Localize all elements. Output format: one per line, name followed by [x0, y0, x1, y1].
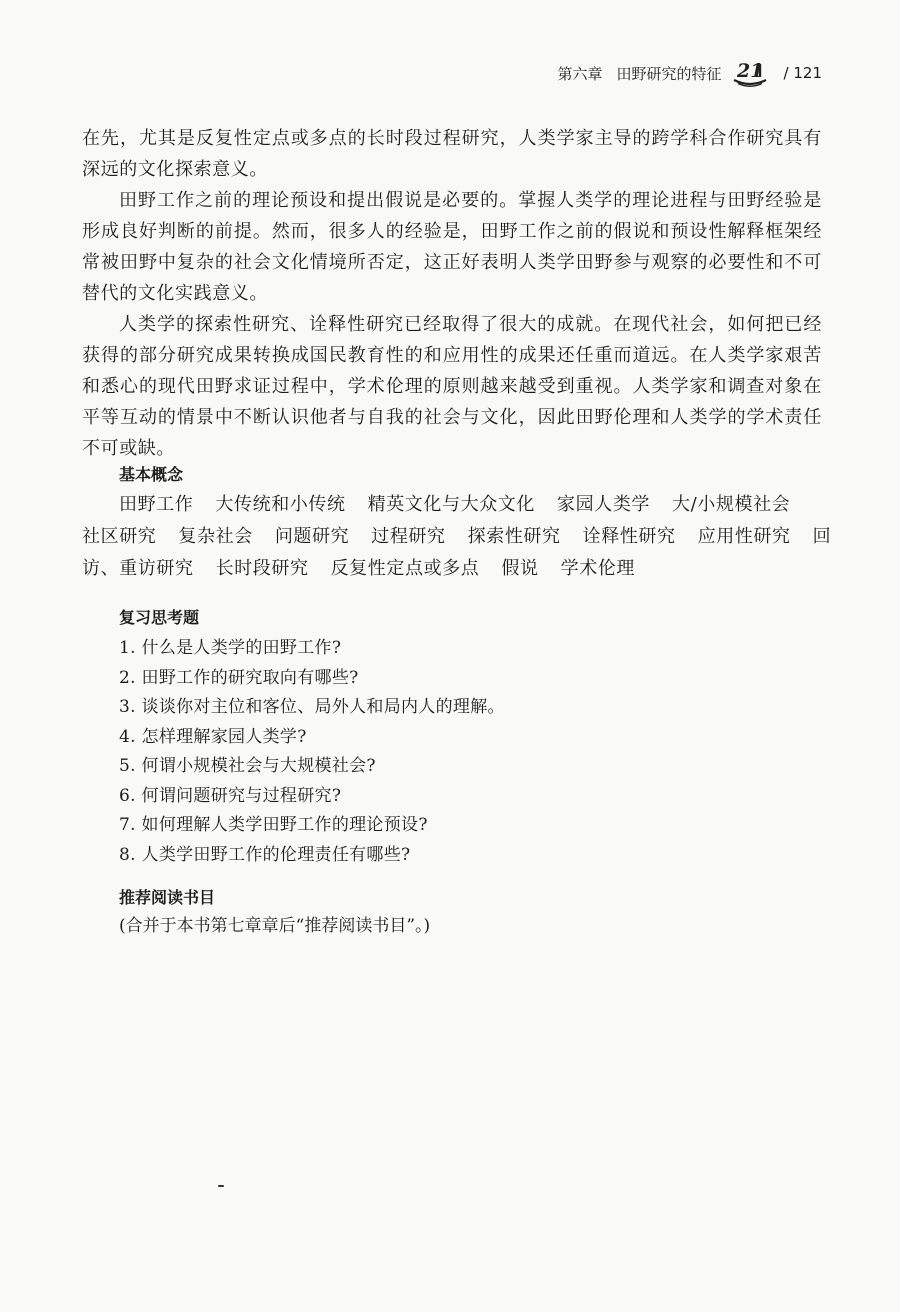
- 21st-century-series-logo-icon: [730, 58, 770, 88]
- concept-term: 田野工作: [119, 494, 194, 515]
- recommended-reading-title: 推荐阅读书目: [119, 888, 216, 907]
- concept-line: [82, 553, 822, 585]
- concept-line: [82, 521, 832, 553]
- question-list: [82, 634, 822, 870]
- concept-term: 反复性定点或多点: [330, 558, 480, 579]
- concept-term: 回: [812, 526, 832, 547]
- concept-term: 访、重访研究: [82, 558, 194, 579]
- concept-term: 假说: [501, 558, 539, 579]
- concept-term: 大传统和小传统: [215, 494, 346, 515]
- scan-speck: [218, 1185, 224, 1187]
- question-item: 6. 何谓问题研究与过程研究?: [119, 785, 342, 806]
- review-questions-title: 复习思考题: [119, 608, 200, 627]
- paragraph: 人类学的探索性研究、诠释性研究已经取得了很大的成就。在现代社会，如何把已经获得的部分研究成果转换成国民教育性的和应用性的成果还任重而道远。在人类学家艰苦和悉心的现代田野求证过程中，学术伦理的原则越来越受到重视。人类学家和调查对象在平等互动的情景中不断认识他者与自我的社会与文化，因此田野伦理和人类学的学术责任不可或缺。: [82, 314, 822, 459]
- header-chapter: 第六章: [557, 64, 603, 83]
- basic-concepts-title: 基本概念: [119, 465, 184, 484]
- concept-term: 学术伦理: [560, 558, 636, 579]
- running-header: [558, 56, 822, 90]
- header-chapter-title: 田野研究的特征: [616, 64, 722, 83]
- concept-term: 社区研究: [82, 526, 157, 547]
- concept-term: 问题研究: [274, 526, 350, 547]
- recommended-reading-section: [82, 884, 822, 941]
- concept-term: 长时段研究: [215, 558, 309, 579]
- concept-term: 过程研究: [371, 526, 446, 547]
- question-item: 5. 何谓小规模社会与大规模社会?: [119, 756, 376, 776]
- question-item: 8. 人类学田野工作的伦理责任有哪些?: [119, 844, 411, 865]
- question-item: 7. 如何理解人类学田野工作的理论预设?: [119, 815, 428, 835]
- question-item: 2. 田野工作的研究取向有哪些?: [119, 667, 359, 688]
- concept-term: 探索性研究: [467, 526, 561, 547]
- concept-term: 应用性研究: [697, 526, 791, 547]
- question-item: 4. 怎样理解家园人类学?: [119, 726, 307, 747]
- paragraph-continued: 在先，尤其是反复性定点或多点的长时段过程研究，人类学家主导的跨学科合作研究具有深远的文化探索意义。: [82, 128, 822, 180]
- concept-list: [82, 489, 832, 585]
- concept-term: 精英文化与大众文化: [367, 494, 536, 515]
- body-text: [82, 123, 822, 464]
- concept-term: 大/小规模社会: [672, 494, 791, 515]
- question-item: 3. 谈谈你对主位和客位、局外人和局内人的理解。: [119, 697, 505, 717]
- basic-concepts-section: [82, 461, 832, 585]
- concept-term: 诠释性研究: [582, 526, 676, 547]
- concept-term: 复杂社会: [178, 526, 253, 547]
- concept-line: [82, 489, 822, 521]
- recommended-reading-note: (合并于本书第七章章后“推荐阅读书目”。): [119, 916, 431, 936]
- review-questions-section: [82, 604, 822, 870]
- question-item: 1. 什么是人类学的田野工作?: [119, 638, 342, 658]
- page-number: / 121: [783, 64, 822, 82]
- paragraph: 田野工作之前的理论预设和提出假说是必要的。掌握人类学的理论进程与田野经验是形成良好判断的前提。然而，很多人的经验是，田野工作之前的假说和预设性解释框架经常被田野中复杂的社会文化情境所否定，这正好表明人类学田野参与观察的必要性和不可替代的文化实践意义。: [82, 190, 822, 304]
- svg-text:21: 21: [736, 60, 763, 82]
- concept-term: 家园人类学: [557, 494, 651, 515]
